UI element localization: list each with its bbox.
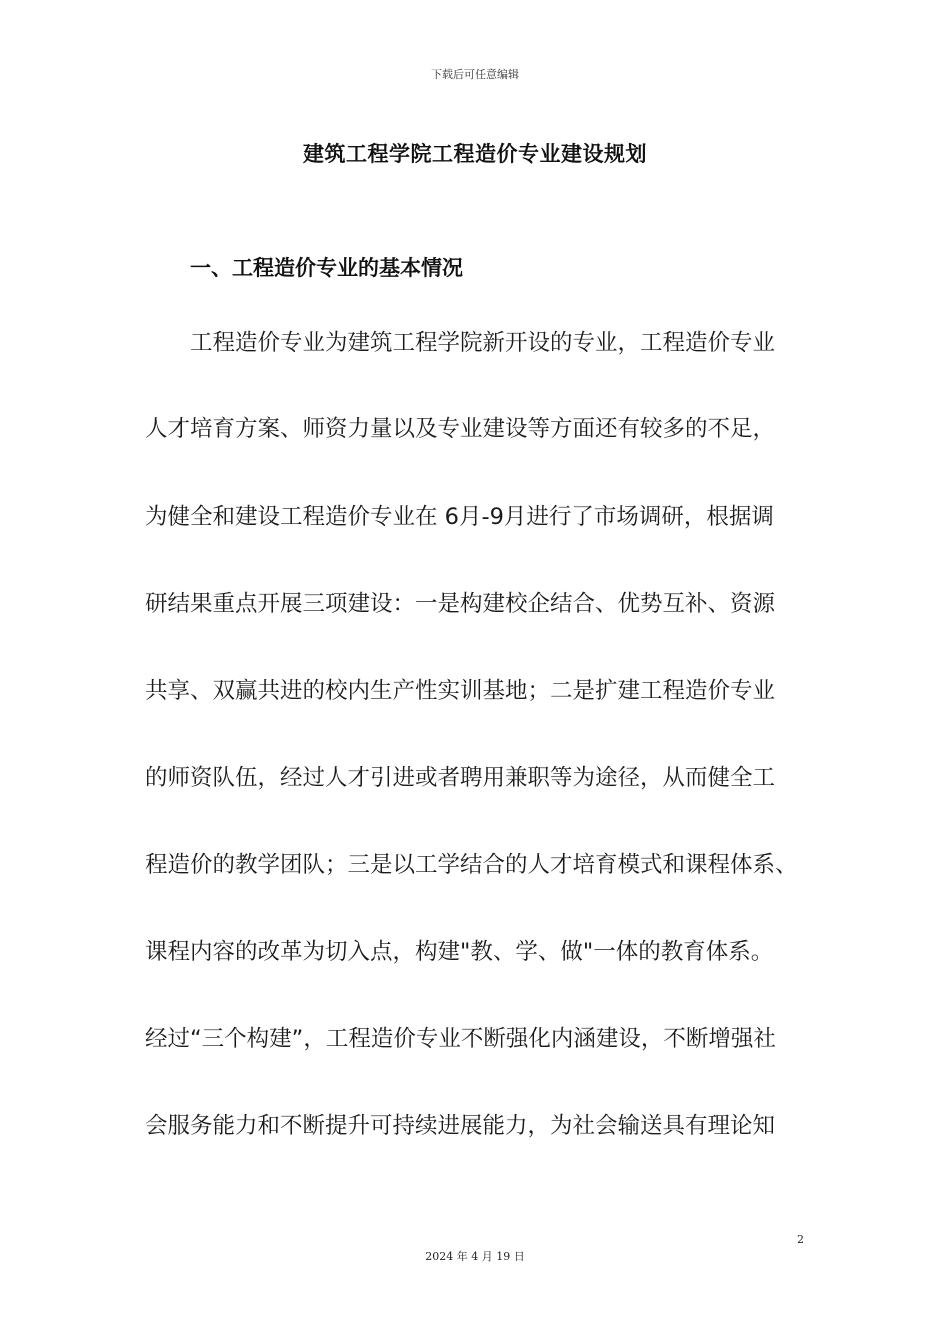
section-heading: 一、工程造价专业的基本情况 <box>190 256 463 280</box>
paragraph-line: 共享、双赢共进的校内生产性实训基地；二是扩建工程造价专业 <box>145 678 776 704</box>
paragraph-line: 程造价的教学团队；三是以工学结合的人才培育模式和课程体系、 <box>145 852 798 878</box>
paragraph-line: 为健全和建设工程造价专业在 6月-9月进行了市场调研，根据调 <box>145 504 774 530</box>
page-header-note: 下载后可任意编辑 <box>431 68 519 81</box>
document-title: 建筑工程学院工程造价专业建设规划 <box>303 142 647 166</box>
paragraph-line: 的师资队伍，经过人才引进或者聘用兼职等为途径，从而健全工 <box>145 765 776 791</box>
paragraph-line: 研结果重点开展三项建设：一是构建校企结合、优势互补、资源 <box>145 591 776 617</box>
footer-date: 2024 年 4 月 19 日 <box>425 1250 525 1263</box>
paragraph-line: 人才培育方案、师资力量以及专业建设等方面还有较多的不足， <box>145 416 776 442</box>
page-number: 2 <box>797 1233 804 1246</box>
paragraph-line: 会服务能力和不断提升可持续进展能力，为社会输送具有理论知 <box>145 1113 776 1139</box>
paragraph-line: 课程内容的改革为切入点，构建"教、学、做"一体的教育体系。 <box>145 939 774 965</box>
paragraph-line: 经过“三个构建”，工程造价专业不断强化内涵建设，不断增强社 <box>145 1026 776 1052</box>
paragraph-line: 工程造价专业为建筑工程学院新开设的专业，工程造价专业 <box>190 330 776 356</box>
